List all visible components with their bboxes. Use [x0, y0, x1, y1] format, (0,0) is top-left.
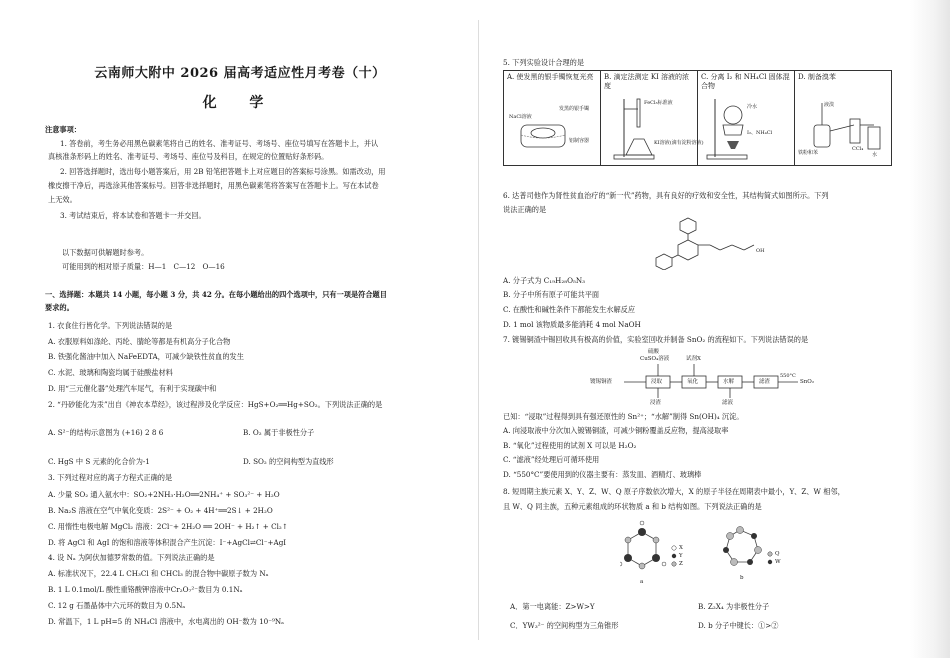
q5-option-b: B. 滴定法测定 KI 溶液的浓度 FeCl₃标准液 KI溶液(滴有淀粉溶液) — [601, 71, 698, 166]
notice-line: 3. 考试结束后，将本试卷和答题卡一并交回。 — [60, 211, 206, 220]
q5-apparatus-d: 液溴 铁粉和苯 CCl₄ 水 — [798, 95, 888, 163]
q6-option-b: B. 分子中所有原子可能共平面 — [503, 290, 600, 299]
q7-option-c: C. “滤液”经处理后可循环使用 — [503, 455, 600, 464]
q2-option-a: A. S²⁻的结构示意图为 (+16) 2 8 6 — [48, 428, 164, 437]
q8-structure-figure: X Y Z Q W a b — [620, 520, 820, 590]
data-intro: 以下数据可供解题时参考。 — [62, 248, 149, 257]
q6-option-d: D. 1 mol 该物质最多能消耗 4 mol NaOH — [503, 320, 641, 329]
q8-option-c: C．YW₃²⁻ 的空间构型为三角锥形 — [510, 621, 619, 630]
section-heading-cont: 要求的。 — [45, 303, 74, 312]
q5-option-d: D. 制备溴苯 液溴 铁粉和苯 CCl₄ 水 — [795, 71, 892, 166]
q7-flowchart: 硫酸 CuSO₄溶液 试剂X 镀锡铜渣 浸取 氧化 水解 滤渣 550°C SnO₂ 浸渣 滤液 — [590, 349, 815, 406]
q5-option-a: A. 使发黑的银手镯恢复光亮 NaCl溶液 发黑的银手镯 铝制容器 — [504, 71, 601, 166]
notice-heading: 注意事项： — [45, 125, 81, 134]
q2-option-b: B. O₂ 属于非极性分子 — [243, 428, 315, 437]
q2-stem: 2. “丹砂能化为汞”出自《神农本草经》，该过程涉及化学反应：HgS+O₂══Hg+SO₂。下列说法正确的是 — [48, 400, 383, 409]
q7-stem: 7. 镀锡铜渣中锡回收具有极高的价值，实验室回收并制备 SnO₂ 的流程如下。下列说法错误的是 — [503, 335, 809, 344]
q1-option-b: B. 铁强化酱油中加入 NaFeEDTA，可减少缺铁性贫血的发生 — [48, 352, 244, 361]
column-divider — [478, 20, 479, 640]
q8-option-a: A．第一电离能：Z>W>Y — [510, 602, 595, 611]
q1-option-c: C. 水泥、玻璃和陶瓷均属于硅酸盐材料 — [48, 368, 173, 377]
q3-option-d: D. 将 AgCl 和 AgI 的饱和溶液等体积混合产生沉淀：I⁻+AgCl⇌Cl⁻+AgI — [48, 538, 287, 547]
exam-title: 云南师大附中 2026 届高考适应性月考卷（十） — [94, 66, 386, 81]
scan-edge-shadow — [910, 0, 950, 658]
q6-stem-cont: 说法正确的是 — [503, 205, 547, 214]
exam-subject: 化 学 — [202, 95, 278, 111]
q3-option-b: B. Na₂S 溶液在空气中氧化变质：2S²⁻ + O₂ + 4H⁺══2S↓ + 2H₂O — [48, 506, 273, 515]
q6-oh-label: OH — [756, 248, 765, 254]
notice-line: 1. 答卷前，考生务必用黑色碳素笔将自己的姓名、准考证号、考场号、座位号填写在答题卡上，并认 — [60, 139, 379, 148]
q5-apparatus-a: NaCl溶液 发黑的银手镯 铝制容器 — [507, 95, 597, 163]
q6-option-a: A. 分子式为 C₁₉H₂₈O₅N₃ — [503, 276, 586, 285]
q7-known: 已知：“浸取”过程得到具有强还原性的 Sn²⁺；“水解”制得 Sn(OH)₄ 沉淀。 — [503, 412, 744, 421]
q2-option-d: D. SO₂ 的空间构型为直线形 — [243, 457, 334, 466]
q3-stem: 3. 下列过程对应的离子方程式正确的是 — [48, 473, 173, 482]
q5-options-table — [503, 70, 892, 166]
q4-option-c: C. 12 g 石墨晶体中六元环的数目为 0.5Nₐ — [48, 601, 186, 610]
q5-apparatus-c: 冷水 I₂、NH₄Cl — [701, 95, 791, 163]
q4-option-d: D. 常温下，1 L pH=5 的 NH₄Cl 溶液中，水电离出的 OH⁻数为 10⁻⁹Nₐ — [48, 617, 284, 626]
q7-option-b: B. “氧化”过程使用的试剂 X 可以是 H₂O₂ — [503, 441, 637, 450]
q6-option-c: C. 在酸性和碱性条件下都能发生水解反应 — [503, 305, 636, 314]
q4-stem: 4. 设 Nₐ 为阿伏加德罗常数的值。下列说法正确的是 — [48, 553, 215, 562]
q3-option-a: A. 少量 SO₂ 通入氨水中：SO₂+2NH₃·H₂O══2NH₄⁺ + SO₃²⁻ + H₂O — [48, 490, 280, 499]
q5-stem: 5. 下列实验设计合理的是 — [503, 58, 585, 67]
q8-option-b: B. Z₂X₄ 为非极性分子 — [698, 602, 770, 611]
q5-apparatus-b: FeCl₃标准液 KI溶液(滴有淀粉溶液) — [604, 95, 694, 163]
notice-line: 真核准条形码上的姓名、准考证号、考场号、座位号及科目，在规定的位置贴好条形码。 — [48, 152, 329, 161]
q3-option-c: C. 用惰性电极电解 MgCl₂ 溶液：2Cl⁻+ 2H₂O ══ 2OH⁻ + H₂↑ + Cl₂↑ — [48, 522, 288, 531]
notice-line: 橡皮擦干净后，再选涂其他答案标号。回答非选择题时，用黑色碳素笔将答案写在答题卡上。写在本试卷 — [48, 181, 379, 190]
atomic-mass: 可能用到的相对原子质量：H—1 C—12 O—16 — [62, 262, 225, 271]
q4-option-b: B. 1 L 0.1mol/L 酸性重铬酸钾溶液中Cr₂O₇²⁻数目为 0.1Nₐ — [48, 585, 243, 594]
q8-option-d: D. b 分子中键长：①>② — [698, 621, 779, 630]
q1-option-d: D. 用“三元催化器”处理汽车尾气，有利于实现碳中和 — [48, 384, 217, 393]
q8-stem: 8. 短周期主族元素 X、Y、Z、W、Q 原子序数依次增大，X 的原子半径在周期表中最小，Y、Z、W 相邻， — [503, 487, 845, 496]
q4-option-a: A. 标准状况下，22.4 L CH₃Cl 和 CHCl₃ 的混合物中碳原子数为 Nₐ — [48, 569, 269, 578]
q2-option-c: C. HgS 中 S 元素的化合价为-1 — [48, 457, 150, 466]
q8-stem-cont: 且 W、Q 同主族，五种元素组成的环状物质 a 和 b 结构如图。下列说法正确的是 — [503, 502, 762, 511]
q6-structure-figure — [650, 214, 780, 270]
notice-line: 上无效。 — [48, 195, 77, 204]
q7-option-a: A. 向浸取液中分次加入镀锡铜渣，可减少铜粉覆盖反应物，提高浸取率 — [503, 426, 729, 435]
q1-option-a: A. 衣服原料如涤纶、丙纶、腈纶等都是有机高分子化合物 — [48, 337, 231, 346]
section-heading: 一、选择题：本题共 14 小题，每小题 3 分，共 42 分。在每小题给出的四个选项中，只有一项是符合题目 — [45, 290, 387, 299]
q1-stem: 1. 衣食住行皆化学。下列说法错误的是 — [48, 321, 173, 330]
q5-option-c: C. 分离 I₂ 和 NH₄Cl 固体混合物 冷水 I₂、NH₄Cl — [698, 71, 795, 166]
notice-line: 2. 回答选择题时，选出每小题答案后，用 2B 铅笔把答题卡上对应题目的答案标号涂黑。如需改动，用 — [60, 167, 386, 176]
q7-option-d: D. “550°C”要使用到的仪器主要有：蒸发皿、酒精灯、玻璃棒 — [503, 470, 702, 479]
q6-stem: 6. 达普司他作为肾性贫血治疗的“新一代”药物，具有良好的疗效和安全性，其结构简式如图所示。下列 — [503, 191, 829, 200]
